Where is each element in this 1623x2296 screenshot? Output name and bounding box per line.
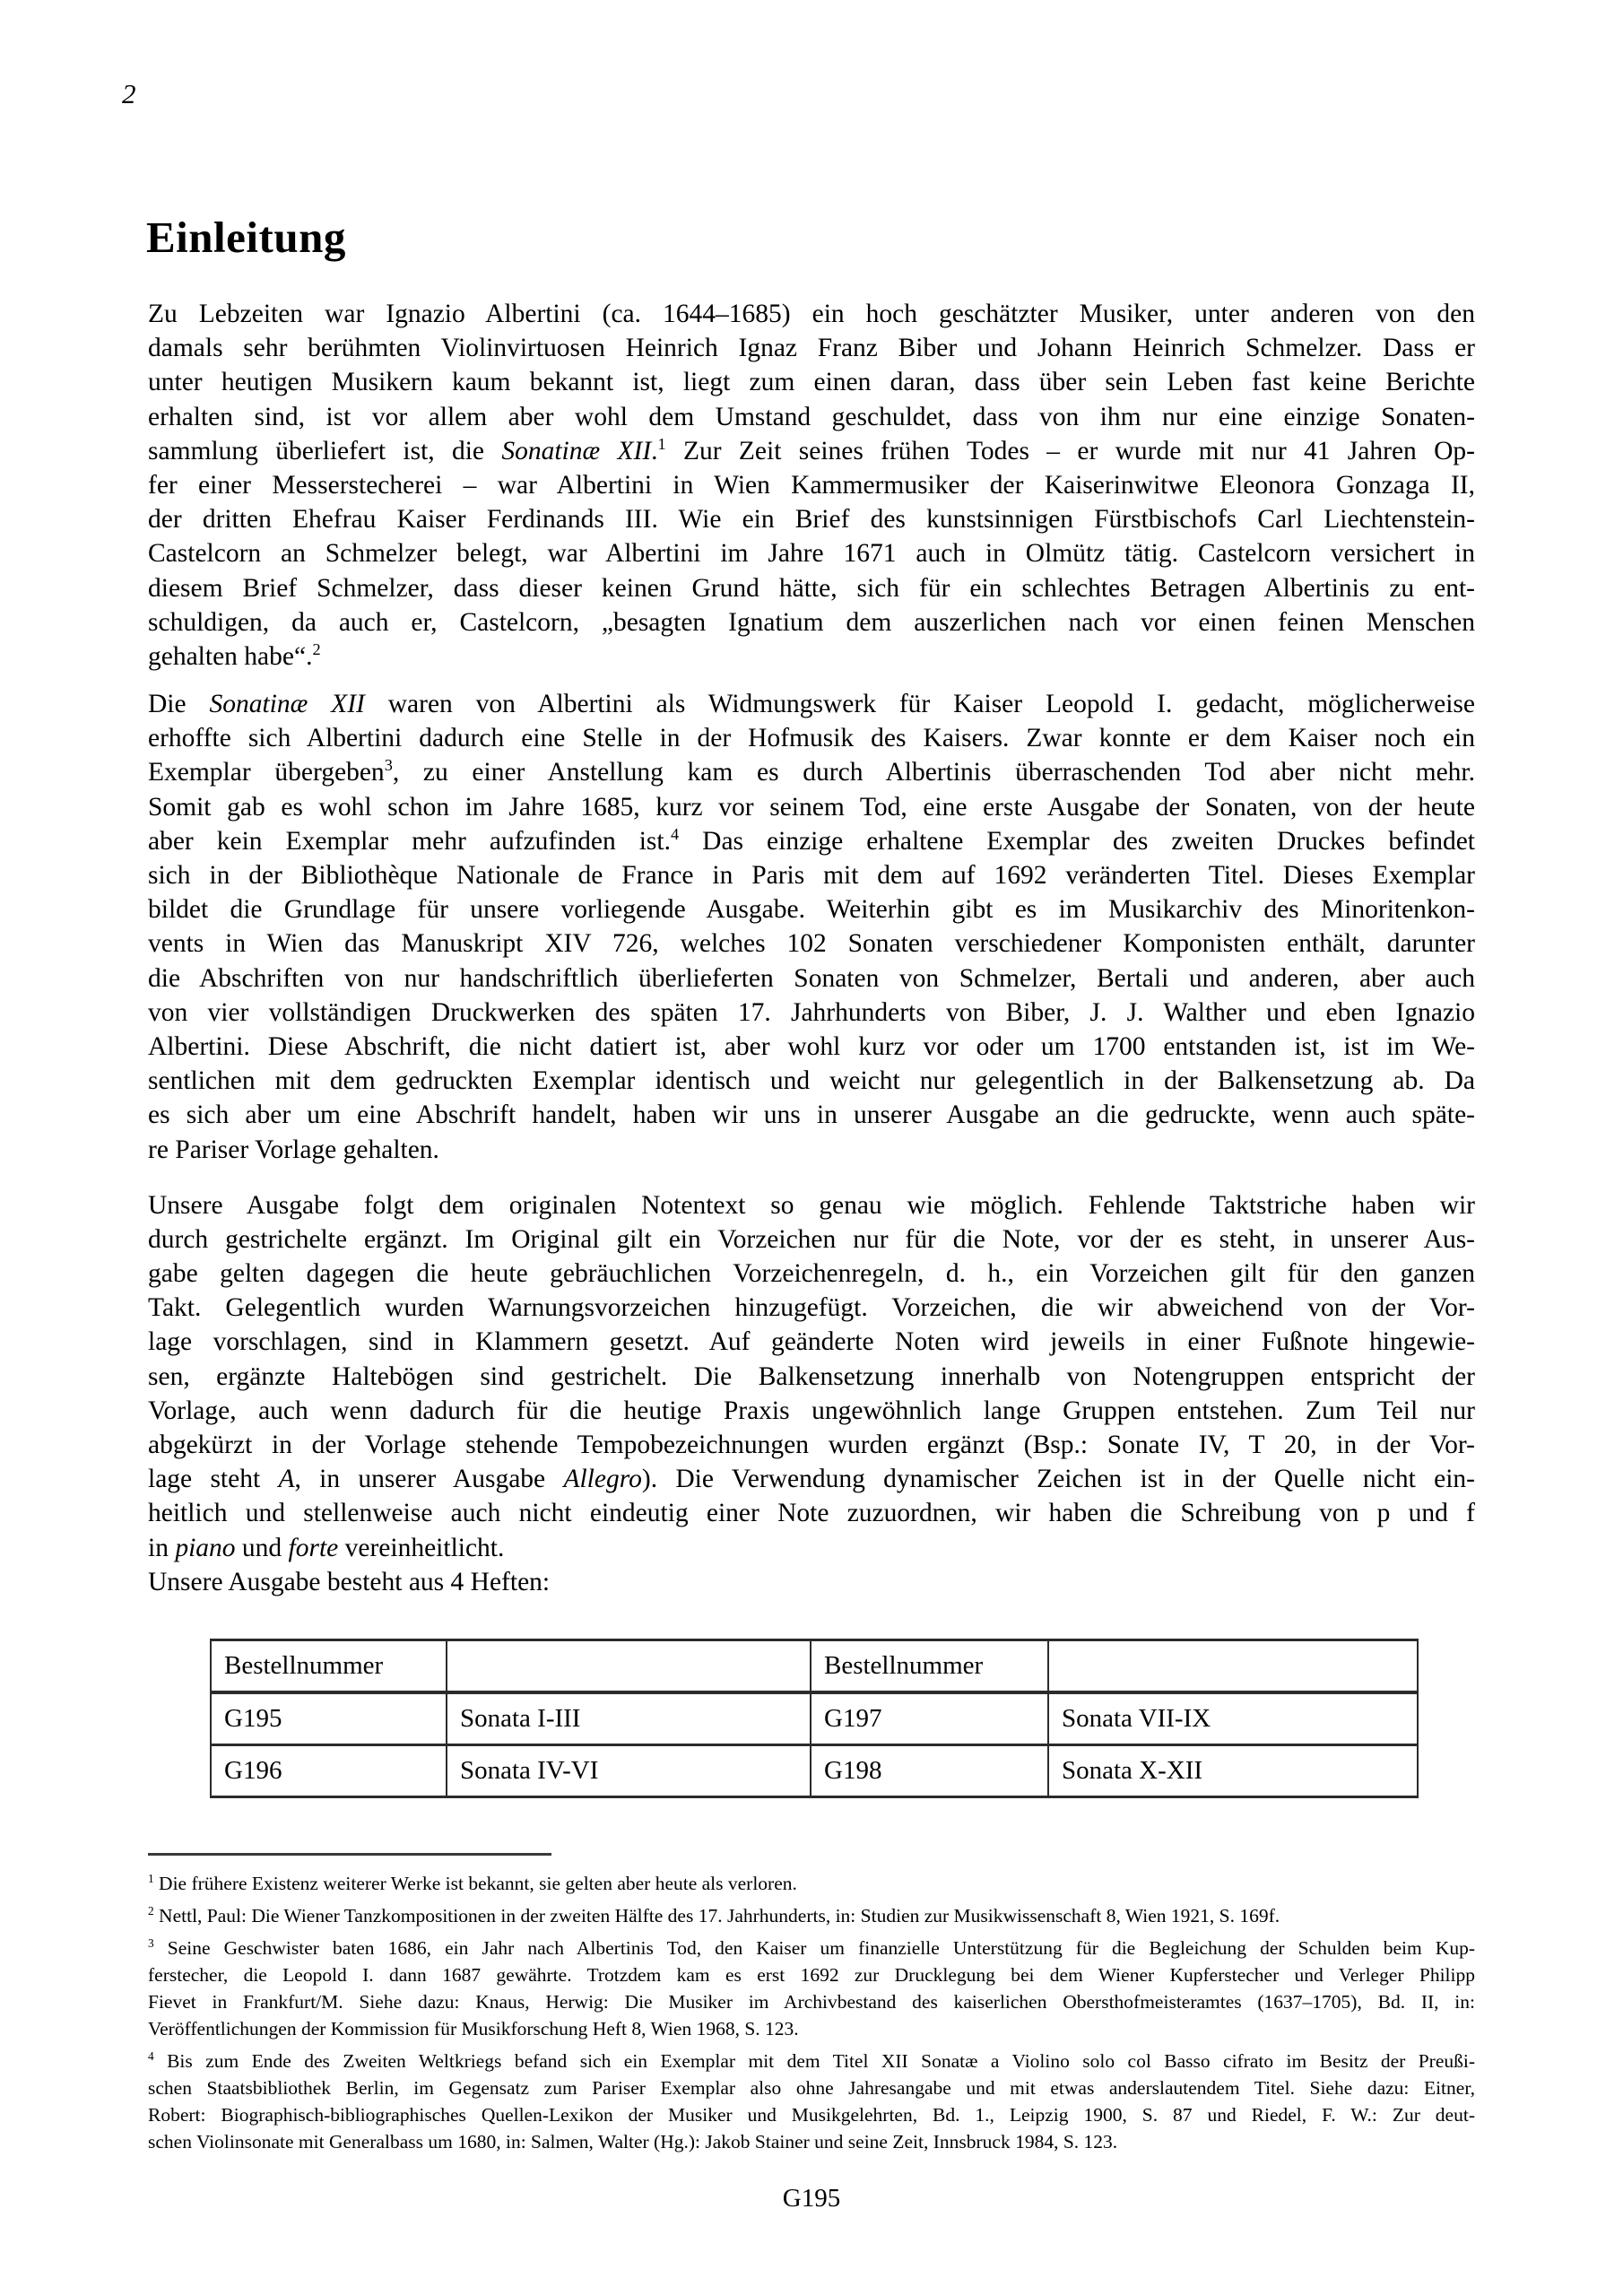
- table-row: [211, 1745, 1418, 1797]
- footnote: [148, 2048, 1475, 2155]
- paragraph: [148, 687, 1475, 1167]
- table-header-cell: [447, 1640, 811, 1693]
- body-line: die Abschriften von nur handschriftlich überlieferten Sonaten von Schmelzer, Bertali und anderen, aber auch: [148, 963, 1475, 993]
- body-paragraphs: [148, 297, 1475, 1599]
- body-line: Zu Lebzeiten war Ignazio Albertini (ca. 1644–1685) ein hoch geschätzter Musiker, unter anderen von den: [148, 300, 1475, 328]
- footnote-line: Robert: Biographisch-bibliographisches Quellen-Lexikon der Musiker und Musikgelehrten, Bd. 1., Leipzig 1900, S. 87 und Riedel, F. W.: Zur deut-: [148, 2104, 1475, 2126]
- table-cell: Sonata X-XII: [1048, 1745, 1418, 1797]
- body-line: re Pariser Vorlage gehalten.: [148, 1135, 439, 1164]
- order-table: [210, 1639, 1419, 1798]
- body-line: durch gestrichelte ergänzt. Im Original gilt ein Vorzeichen nur für die Note, vor der es steht, in unserer Aus-: [148, 1224, 1475, 1254]
- footnote: [148, 1935, 1475, 2042]
- table-header-cell: Bestellnummer: [811, 1640, 1048, 1693]
- body-line: vents in Wien das Manuskript XIV 726, welches 102 Sonaten verschiedener Komponisten enthält, darunter: [148, 929, 1475, 959]
- body-line: fer einer Messerstecherei – war Albertini in Wien Kammermusiker der Kaiserinwitwe Eleonora Gonzaga II,: [148, 470, 1475, 500]
- body-line: Exemplar übergeben$^3$, zu einer Anstellung kam es durch Albertinis überraschenden Tod aber nicht mehr.: [148, 756, 1475, 787]
- table-cell: G197: [811, 1692, 1048, 1745]
- footnote-line: $^3$ Seine Geschwister baten 1686, ein Jahr nach Albertinis Tod, den Kaiser um finanzielle Unterstützung für die Begleichung der Schulden beim Kup-: [148, 1935, 1475, 1959]
- body-line: Unsere Ausgabe besteht aus 4 Heften:: [148, 1567, 551, 1596]
- table-row: [211, 1640, 1418, 1693]
- table-cell: Sonata IV-VI: [447, 1745, 811, 1797]
- body-line: damals sehr berühmten Violinvirtuosen Heinrich Ignaz Franz Biber und Johann Heinrich Schmelzer. Dass er: [148, 334, 1475, 363]
- page-title: Einleitung: [146, 213, 346, 262]
- footnote-line: $^1$ Die frühere Existenz weiterer Werke ist bekannt, sie gelten aber heute als verloren.: [148, 1871, 797, 1894]
- footnotes: [148, 1870, 1475, 2161]
- body-line: von vier vollständigen Druckwerken des späten 17. Jahrhunderts von Biber, J. J. Walther und eben Ignazio: [148, 997, 1475, 1027]
- body-line: diesem Brief Schmelzer, dass dieser keinen Grund hätte, sich für ein schlechtes Betragen Albertinis zu ent-: [148, 573, 1475, 603]
- table-cell: Sonata I-III: [447, 1692, 811, 1745]
- footnote-line: $^4$ Bis zum Ende des Zweiten Weltkriegs befand sich ein Exemplar mit dem Titel XII Sonatæ a Violino solo col Basso cifrato im Besitz der Preußi-: [148, 2048, 1475, 2072]
- body-line: gabe gelten dagegen die heute gebräuchlichen Vorzeichenregeln, d. h., ein Vorzeichen gilt für den ganzen: [148, 1259, 1475, 1289]
- body-line: unter heutigen Musikern kaum bekannt ist, liegt zum einen daran, dass über sein Leben fast keine Berichte: [148, 368, 1475, 397]
- footnote-line: schen Violinsonate mit Generalbass um 1680, in: Salmen, Walter (Hg.): Jakob Stainer und seine Zeit, Innsbruck 1984, S. 123.: [148, 2131, 1118, 2152]
- body-line: Unsere Ausgabe folgt dem originalen Notentext so genau wie möglich. Fehlende Taktstriche haben wir: [148, 1190, 1475, 1220]
- footnote-separator: [148, 1853, 551, 1856]
- table-cell: G195: [211, 1692, 447, 1745]
- body-line: gehalten habe“.$^2$: [148, 640, 321, 671]
- body-line: Takt. Gelegentlich wurden Warnungsvorzeichen hinzugefügt. Vorzeichen, die wir abweichend von der Vor-: [148, 1293, 1475, 1323]
- body-line: es sich aber um eine Abschrift handelt, haben wir uns in unserer Ausgabe an die gedruckte, wenn auch späte-: [148, 1100, 1475, 1130]
- body-line: der dritten Ehefrau Kaiser Ferdinands III. Wie ein Brief des kunstsinnigen Fürstbischofs Carl Liechtenstein-: [148, 505, 1475, 535]
- table-header-cell: [1048, 1640, 1418, 1693]
- body-line: abgekürzt in der Vorlage stehende Tempobezeichnungen wurden ergänzt (Bsp.: Sonate IV, T 20, in der Vor-: [148, 1431, 1475, 1459]
- body-line: in piano und forte vereinheitlicht.: [148, 1533, 505, 1562]
- footnote-line: ferstecher, die Leopold I. dann 1687 gewährte. Trotzdem kam es erst 1692 zur Drucklegung bei dem Wiener Kupferstecher und Verleger Philipp: [148, 1964, 1475, 1986]
- body-line: aber kein Exemplar mehr aufzufinden ist.$^4$ Das einzige erhaltene Exemplar des zweiten Druckes befindet: [148, 824, 1475, 856]
- footnote-line: Veröffentlichungen der Kommission für Musikforschung Heft 8, Wien 1968, S. 123.: [148, 2018, 799, 2039]
- body-line: Vorlage, auch wenn dadurch für die heutige Praxis ungewöhnlich lange Gruppen entstehen. Zum Teil nur: [148, 1396, 1475, 1425]
- body-line: bildet die Grundlage für unsere vorliegende Ausgabe. Weiterhin gibt es im Musikarchiv des Minoritenkon-: [148, 895, 1475, 925]
- page-number: 2: [122, 78, 136, 109]
- body-line: Albertini. Diese Abschrift, die nicht datiert ist, aber wohl kurz vor oder um 1700 entstanden ist, ist im We-: [148, 1031, 1475, 1061]
- table-cell: G198: [811, 1745, 1048, 1797]
- footnote-line: $^2$ Nettl, Paul: Die Wiener Tanzkompositionen in der zweiten Hälfte des 17. Jahrhunderts, in: Studien zur Musikwissenschaft 8, Wien 1921, S. 169f.: [148, 1903, 1280, 1926]
- body-line: lage steht A, in unserer Ausgabe Allegro). Die Verwendung dynamischer Zeichen ist in der Quelle nicht ein-: [148, 1465, 1475, 1494]
- page-footer: G195: [782, 2184, 841, 2213]
- body-line: sammlung überliefert ist, die Sonatinæ XII.$^1$ Zur Zeit seines frühen Todes – er wurde mit nur 41 Jahren Op-: [148, 434, 1475, 465]
- table-header-cell: Bestellnummer: [211, 1640, 447, 1693]
- body-line: Die Sonatinæ XII waren von Albertini als Widmungswerk für Kaiser Leopold I. gedacht, möglicherweise: [148, 690, 1475, 719]
- footnote: [148, 1902, 1475, 1929]
- paragraph: [148, 297, 1475, 674]
- table-row: [211, 1692, 1418, 1745]
- table-cell: G196: [211, 1745, 447, 1797]
- body-line: Somit gab es wohl schon im Jahre 1685, kurz vor seinem Tod, eine erste Ausgabe der Sonaten, von der heute: [148, 792, 1475, 822]
- paragraph: [148, 1188, 1475, 1599]
- body-line: Castelcorn an Schmelzer belegt, war Albertini im Jahre 1671 auch in Olmütz tätig. Castelcorn versichert in: [148, 539, 1475, 569]
- body-line: schuldigen, da auch er, Castelcorn, „besagten Ignatium dem auszerlichen nach vor einen feinen Menschen: [148, 607, 1475, 637]
- footnote-line: Fievet in Frankfurt/M. Siehe dazu: Knaus, Herwig: Die Musiker im Archivbestand des kaiserlichen Obersthofmeisteramtes (1637–1705), Bd. II, in:: [148, 1991, 1475, 2013]
- body-line: sentlichen mit dem gedruckten Exemplar identisch und weicht nur gelegentlich in der Balkensetzung ab. Da: [148, 1066, 1475, 1096]
- body-line: erhoffte sich Albertini dadurch eine Stelle in der Hofmusik des Kaisers. Zwar konnte er dem Kaiser noch ein: [148, 724, 1475, 753]
- body-line: heitlich und stellenweise auch nicht eindeutig einer Note zuzuordnen, wir haben die Schreibung von p und f: [148, 1499, 1475, 1528]
- footnote: [148, 1870, 1475, 1897]
- footnote-line: schen Staatsbibliothek Berlin, im Gegensatz zum Pariser Exemplar also ohne Jahresangabe und mit etwas anderslautendem Titel. Siehe dazu: Eitner,: [148, 2077, 1475, 2099]
- body-line: sich in der Bibliothèque Nationale de France in Paris mit dem auf 1692 veränderten Titel. Dieses Exemplar: [148, 861, 1475, 890]
- table-cell: Sonata VII-IX: [1048, 1692, 1418, 1745]
- body-line: lage vorschlagen, sind in Klammern gesetzt. Auf geänderte Noten wird jeweils in einer Fußnote hingewie-: [148, 1327, 1475, 1357]
- body-line: erhalten sind, ist vor allem aber wohl dem Umstand geschuldet, dass von ihm nur eine einzige Sonaten-: [148, 402, 1475, 431]
- body-line: sen, ergänzte Haltebögen sind gestrichelt. Die Balkensetzung innerhalb von Notengruppen entspricht der: [148, 1361, 1475, 1391]
